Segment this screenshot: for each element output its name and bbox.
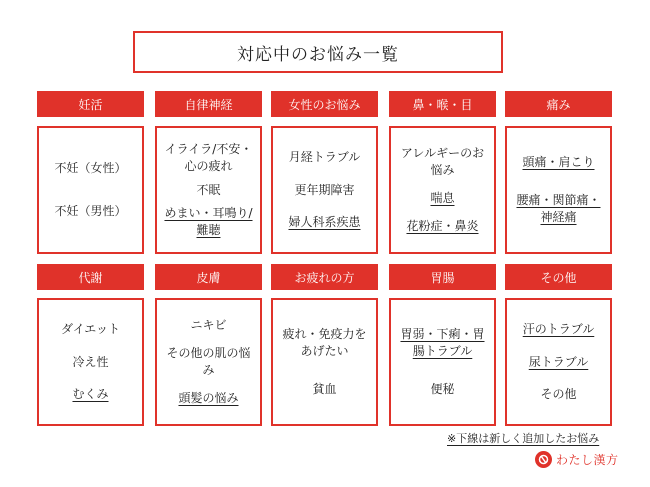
category-card <box>389 126 496 254</box>
concern-item-new: 喘息 <box>430 191 455 205</box>
concern-item: アレルギーのお悩み <box>400 146 485 177</box>
concern-item-new: 尿トラブル <box>528 354 589 369</box>
concern-item: 疲れ・免疫力をあげたい <box>282 327 367 359</box>
concern-item: 不妊（女性） <box>54 161 127 175</box>
concern-item: その他 <box>540 386 577 401</box>
category-header: その他 <box>505 264 612 290</box>
concern-item-new: 頭髪の悩み <box>178 391 239 405</box>
concern-item-new: 胃弱・下痢・胃腸トラブル <box>400 327 485 359</box>
category-card <box>271 126 378 254</box>
category-card <box>505 126 612 254</box>
category-header: 代謝 <box>37 264 144 290</box>
concern-item-new: 汗のトラブル <box>522 322 595 337</box>
concern-item: ニキビ <box>190 318 227 332</box>
concern-item: 不眠 <box>196 182 221 197</box>
concern-item: 便秘 <box>430 381 455 396</box>
concern-item-new: 腰痛・関節痛・神経痛 <box>516 192 601 224</box>
category-header: 胃腸 <box>389 264 496 290</box>
concern-item-new: 婦人科系疾患 <box>288 214 361 229</box>
category-header: 自律神経 <box>155 91 262 117</box>
category-header: お疲れの方 <box>271 264 378 290</box>
category-header: 皮膚 <box>155 264 262 290</box>
category-header: 妊活 <box>37 91 144 117</box>
category-card <box>271 298 378 426</box>
concern-item-new: むくみ <box>72 386 109 401</box>
brand-logo-text: わたし漢方 <box>556 452 619 467</box>
concern-item: 不妊（男性） <box>54 204 127 218</box>
category-header: 女性のお悩み <box>271 91 378 117</box>
brand-logo-icon <box>535 451 552 468</box>
concern-item: 貧血 <box>312 381 337 396</box>
category-card <box>389 298 496 426</box>
concern-item: その他の肌の悩み <box>166 346 251 377</box>
page-title-text: 対応中のお悩み一覧 <box>237 44 399 65</box>
category-card <box>37 126 144 254</box>
concern-item-new: めまい・耳鳴り/難聴 <box>164 206 253 238</box>
brand-logo <box>535 448 619 470</box>
category-card <box>37 298 144 426</box>
concern-item: 月経トラブル <box>288 150 361 165</box>
concern-item: 更年期障害 <box>294 182 355 197</box>
concern-item: 冷え性 <box>72 354 109 369</box>
concern-item-new: 頭痛・肩こり <box>522 155 595 170</box>
category-card <box>155 298 262 426</box>
category-card <box>155 126 262 254</box>
category-card <box>505 298 612 426</box>
category-header: 痛み <box>505 91 612 117</box>
concern-item-new: 花粉症・鼻炎 <box>406 219 479 233</box>
concern-item: ダイエット <box>60 322 121 337</box>
category-header: 鼻・喉・目 <box>389 91 496 117</box>
concern-item: イライラ/不安・心の疲れ <box>164 141 253 173</box>
legend-note: ※下線は新しく追加したお悩み <box>447 432 600 445</box>
